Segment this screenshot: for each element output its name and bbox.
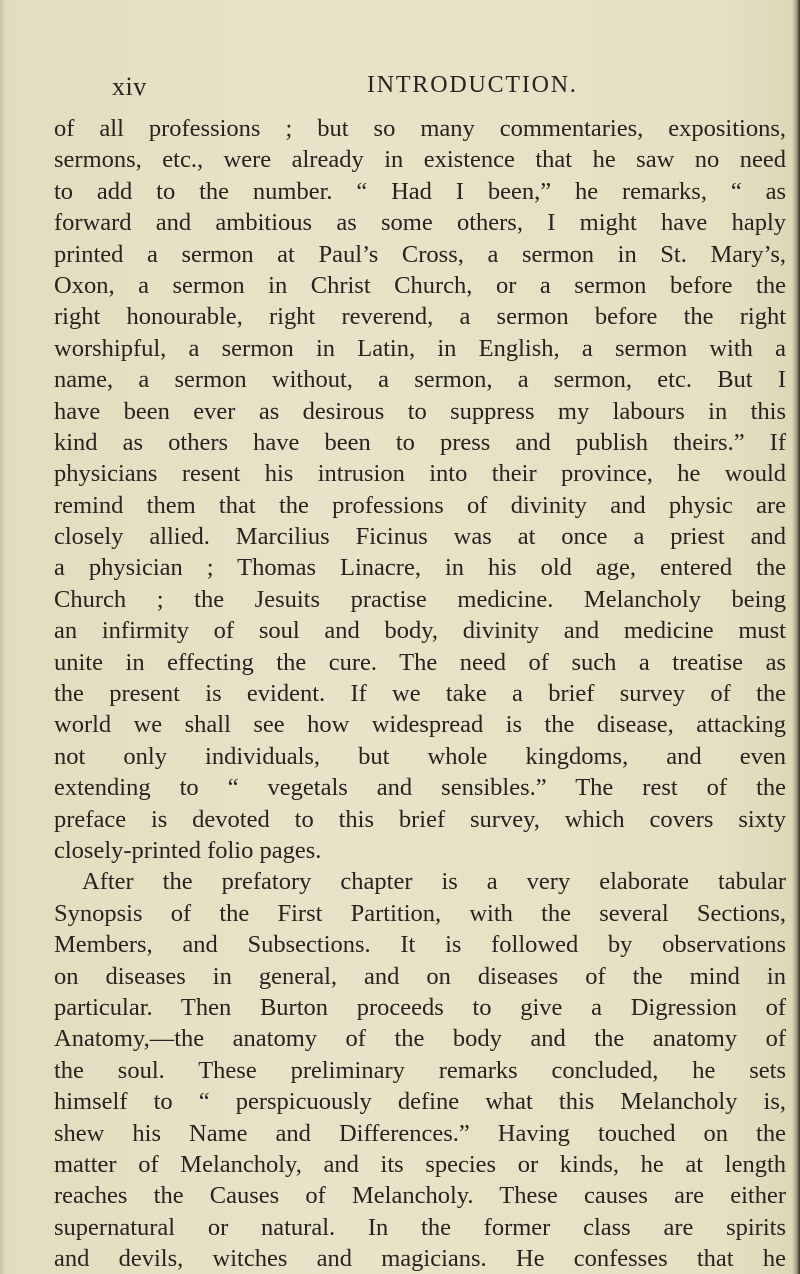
text-line: the soul. These preliminary remarks concluded, he sets — [54, 1056, 786, 1084]
text-line: physicians resent his intrusion into their province, he would — [54, 460, 786, 488]
text-line: have been ever as desirous to suppress my labours in this — [54, 397, 786, 425]
text-line: of all professions ; but so many commentaries, expositions, — [54, 115, 786, 142]
text-line: closely allied. Marcilius Ficinus was at once a priest and — [54, 523, 786, 551]
text-line: world we shall see how widespread is the disease, attacking — [54, 711, 786, 739]
text-line: remind them that the professions of divinity and physic are — [54, 491, 786, 519]
text-line: forward and ambitious as some others, I might have haply — [54, 209, 786, 237]
text-line: a physician ; Thomas Linacre, in his old age, entered the — [54, 554, 786, 582]
text-line: right honourable, right reverend, a sermon before the right — [54, 303, 786, 331]
text-line: reaches the Causes of Melancholy. These causes are either — [54, 1182, 786, 1210]
text-line: the present is evident. If we take a brief survey of the — [54, 680, 786, 708]
text-line: matter of Melancholy, and its species or kinds, he at length — [54, 1150, 786, 1178]
text-line: name, a sermon without, a sermon, a sermon, etc. But I — [54, 366, 786, 394]
text-line: supernatural or natural. In the former class are spirits — [54, 1213, 786, 1241]
text-line: extending to “ vegetals and sensibles.” The rest of the — [54, 774, 786, 802]
text-line: to add to the number. “ Had I been,” he remarks, “ as — [54, 177, 786, 205]
text-line: Oxon, a sermon in Christ Church, or a sermon before the — [54, 271, 786, 299]
paragraph-start-line: After the prefatory chapter is a very elaborate tabular — [82, 868, 786, 896]
text-line: sermons, etc., were already in existence that he saw no need — [54, 146, 786, 174]
text-line: Church ; the Jesuits practise medicine. Melancholy being — [54, 585, 786, 613]
text-line: worshipful, a sermon in Latin, in English, a sermon with a — [54, 334, 786, 362]
text-line: kind as others have been to press and publish theirs.” If — [54, 428, 786, 456]
text-line: Anatomy,—the anatomy of the body and the anatomy of — [54, 1025, 786, 1053]
text-line: an infirmity of soul and body, divinity and medicine must — [54, 617, 786, 645]
text-line: not only individuals, but whole kingdoms, and even — [54, 742, 786, 770]
page-title: INTRODUCTION. — [367, 72, 578, 98]
page-number: xiv — [112, 72, 147, 101]
running-head — [112, 72, 712, 102]
text-line: on diseases in general, and on diseases of the mind in — [54, 962, 786, 990]
paragraph-end-line: closely-printed folio pages. — [54, 836, 322, 864]
text-line: unite in effecting the cure. The need of such a treatise as — [54, 648, 786, 676]
text-line: Members, and Subsections. It is followed by observations — [54, 931, 786, 959]
body-text — [54, 113, 794, 1274]
text-line: himself to “ perspicuously define what this Melancholy is, — [54, 1088, 786, 1116]
text-line: and devils, witches and magicians. He confesses that he — [54, 1245, 786, 1273]
text-line: Synopsis of the First Partition, with the several Sections, — [54, 899, 786, 927]
text-line: shew his Name and Differences.” Having touched on the — [54, 1119, 786, 1147]
text-line: preface is devoted to this brief survey, which covers sixty — [54, 805, 786, 833]
page-left-edge — [0, 0, 6, 1274]
text-line: particular. Then Burton proceeds to give a Digression of — [54, 993, 786, 1021]
text-line: printed a sermon at Paul’s Cross, a sermon in St. Mary’s, — [54, 240, 786, 268]
